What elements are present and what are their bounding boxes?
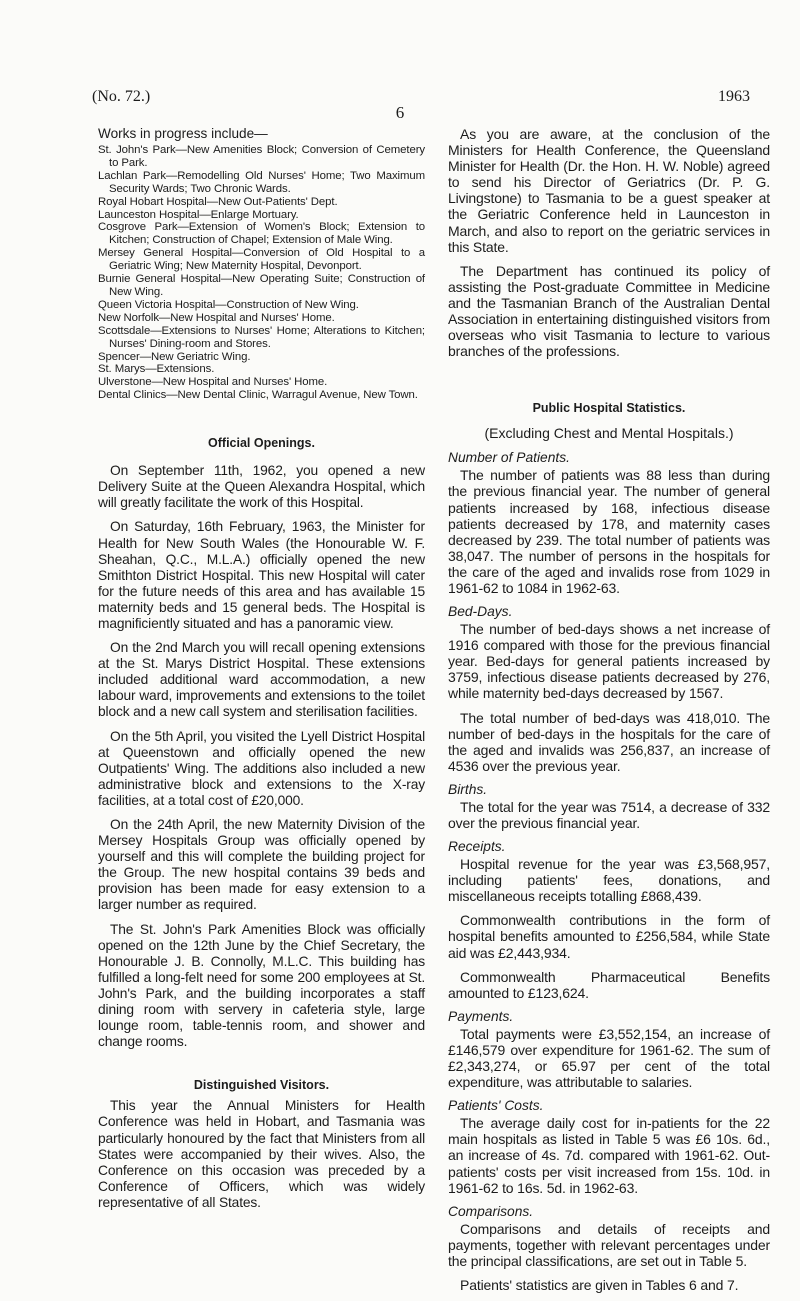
statistics-paragraph: Commonwealth contributions in the form of hospital benefits amounted to £256,584, while State aid was £2,443,934.: [448, 912, 770, 961]
statistics-paragraph: Patients' statistics are given in Tables 6 and 7.: [460, 1276, 739, 1293]
distinguished-visitors-heading: Distinguished Visitors.: [193, 1078, 330, 1093]
works-item: Lachlan Park—Remodelling Old Nurses' Home; Two Maximum Security Wards; Two Chronic Wards.: [98, 169, 425, 195]
works-item: Burnie General Hospital—New Operating Suite; Construction of New Wing.: [98, 273, 425, 298]
official-openings-heading: Official Openings.: [208, 436, 315, 451]
statistics-subheading: (Excluding Chest and Mental Hospitals.): [484, 425, 734, 442]
statistics-section-title: Number of Patients.: [448, 450, 570, 466]
visitors-paragraph: This year the Annual Ministers for Health Conference was held in Hobart, and Tasmania was particularly honoured by the fact that Ministers from all States were accompanied by their wives. Also, the Conference on this occasion was preceded by a Conference of Officers, which was widely representative of all States.: [98, 1098, 425, 1210]
works-title: Works in progress include—: [98, 126, 268, 141]
distinguished-visitors-body: [98, 1098, 425, 1211]
header-left: (No. 72.): [92, 88, 151, 105]
distinguished-visitors-continued: [448, 126, 770, 359]
works-item: Cosgrove Park—Extension of Women's Block; Extension to Kitchen; Construction of Chapel; Extension of Male Wing.: [98, 221, 425, 247]
statistics-paragraph: The number of bed-days shows a net increase of 1916 compared with those for the previous financial year. Bed-days for general patients increased by 3759, infectious disease patients decreased by 276, while maternity bed-days decreased by 1567.: [448, 621, 770, 702]
left-column: [98, 126, 425, 1219]
openings-paragraph: On the 5th April, you visited the Lyell District Hospital at Queenstown and officially opened the new Outpatients' Wing. The additions also included a new administrative block and extensions to the X-ray facilities, at a total cost of £20,000.: [98, 728, 425, 808]
statistics-paragraph: The total for the year was 7514, a decrease of 332 over the previous financial year.: [448, 798, 770, 831]
works-item: Royal Hobart Hospital—New Out-Patients' Dept.: [98, 195, 338, 208]
works-item: St. Marys—Extensions.: [98, 363, 215, 376]
statistics-paragraph: The average daily cost for in-patients for the 22 main hospitals as listed in Table 5 was £6 10s. 6d., an increase of 4s. 7d. compared with 1961-62. Out-patients' costs per visit increased from 15s. 10d. in 1961-62 to 16s. 5d. in 1962-63.: [448, 1115, 770, 1196]
works-item: New Norfolk—New Hospital and Nurses' Home.: [98, 311, 335, 324]
works-list: [98, 144, 425, 402]
statistics-section-title: Births.: [448, 781, 488, 797]
works-item: Launceston Hospital—Enlarge Mortuary.: [98, 208, 299, 221]
statistics-paragraph: Commonwealth Pharmaceutical Benefits amounted to £123,624.: [448, 968, 770, 1001]
works-item: Dental Clinics—New Dental Clinic, Warragul Avenue, New Town.: [98, 389, 418, 402]
statistics-paragraph: The total number of bed-days was 418,010. The number of bed-days in the hospitals for the care of the aged and invalids was 256,837, an increase of 4536 over the previous year.: [448, 709, 770, 774]
works-item: Queen Victoria Hospital—Construction of New Wing.: [98, 298, 359, 311]
statistics-section-title: Comparisons.: [448, 1203, 534, 1219]
statistics-body: [448, 450, 770, 1293]
right-column: [448, 126, 770, 1301]
statistics-section-title: Patients' Costs.: [448, 1098, 544, 1114]
official-openings-body: [98, 463, 425, 1050]
works-item: Scottsdale—Extensions to Nurses' Home; Alterations to Kitchen; Nurses' Dining-room and Stores.: [98, 324, 425, 350]
works-item: Mersey General Hospital—Conversion of Old Hospital to a Geriatric Wing; New Maternity Hospital, Devonport.: [98, 247, 425, 273]
visitors-paragraph: The Department has continued its policy of assisting the Post-graduate Committee in Medicine and the Tasmanian Branch of the Australian Dental Association in entertaining distinguished visitors from overseas who visit Tasmania to lecture to various branches of the professions.: [448, 262, 770, 360]
works-item: St. John's Park—New Amenities Block; Conversion of Cemetery to Park.: [98, 144, 425, 169]
works-item: Spencer—New Geriatric Wing.: [98, 350, 251, 363]
statistics-paragraph: Comparisons and details of receipts and payments, together with relevant percentages under the principal classifications, are set out in Table 5.: [448, 1220, 770, 1269]
openings-paragraph: On the 2nd March you will recall opening extensions at the St. Marys District Hospital. These extensions included additional ward accommodation, a new labour ward, improvements and extensions to the toilet block and a new call system and sterilisation facilities.: [98, 640, 425, 720]
visitors-paragraph: As you are aware, at the conclusion of the Ministers for Health Conference, the Queensland Minister for Health (Dr. the Hon. H. W. Noble) agreed to send his Director of Geriatrics (Dr. P. G. Livingstone) to Tasmania to be a guest speaker at the Geriatric Conference held in Launceston in March, and also to report on the geriatric services in this State.: [448, 126, 770, 255]
page-number: 6: [395, 103, 405, 122]
statistics-section-title: Receipts.: [448, 839, 506, 855]
openings-paragraph: On Saturday, 16th February, 1963, the Minister for Health for New South Wales (the Honourable W. F. Sheahan, Q.C., M.L.A.) officially opened the new Smithton District Hospital. This new Hospital will cater for the future needs of this area and has available 15 maternity beds and 15 general beds. The Hospital is magnificiently situated and has a panoramic view.: [98, 519, 425, 631]
statistics-paragraph: The number of patients was 88 less than during the previous financial year. The number of general patients increased by 168, infectious disease patients decreased by 178, and maternity cases decreased by 239. The total number of patients was 38,047. The number of persons in the hospitals for the care of the aged and invalids rose from 1029 in 1961-62 to 1084 in 1962-63.: [448, 467, 770, 596]
statistics-section-title: Bed-Days.: [448, 604, 513, 620]
statistics-heading: Public Hospital Statistics.: [532, 401, 686, 416]
header-right: 1963: [718, 88, 750, 105]
statistics-section-title: Payments.: [448, 1008, 514, 1024]
openings-paragraph: On September 11th, 1962, you opened a new Delivery Suite at the Queen Alexandra Hospital, which will greatly facilitate the work of this Hospital.: [98, 463, 425, 511]
works-item: Ulverstone—New Hospital and Nurses' Home.: [98, 376, 328, 389]
statistics-paragraph: Total payments were £3,552,154, an increase of £146,579 over expenditure for 1961-62. The sum of £2,343,274, or 65.97 per cent of the total expenditure, was attributable to salaries.: [448, 1025, 770, 1091]
openings-paragraph: On the 24th April, the new Maternity Division of the Mersey Hospitals Group was officially opened by yourself and this will complete the building project for the Group. The new hospital contains 39 beds and provision has been made for easy extension to a larger number as required.: [98, 817, 425, 913]
openings-paragraph: The St. John's Park Amenities Block was officially opened on the 12th June by the Chief Secretary, the Honourable J. B. Connolly, M.L.C. This building has fulfilled a long-felt need for some 200 employees at St. John's Park, and the building incorporates a staff dining room with servery in cafeteria style, large lounge room, table-tennis room, and shower and change rooms.: [98, 921, 425, 1050]
statistics-paragraph: Hospital revenue for the year was £3,568,957, including patients' fees, donations, and miscellaneous receipts totalling £868,439.: [448, 856, 770, 905]
